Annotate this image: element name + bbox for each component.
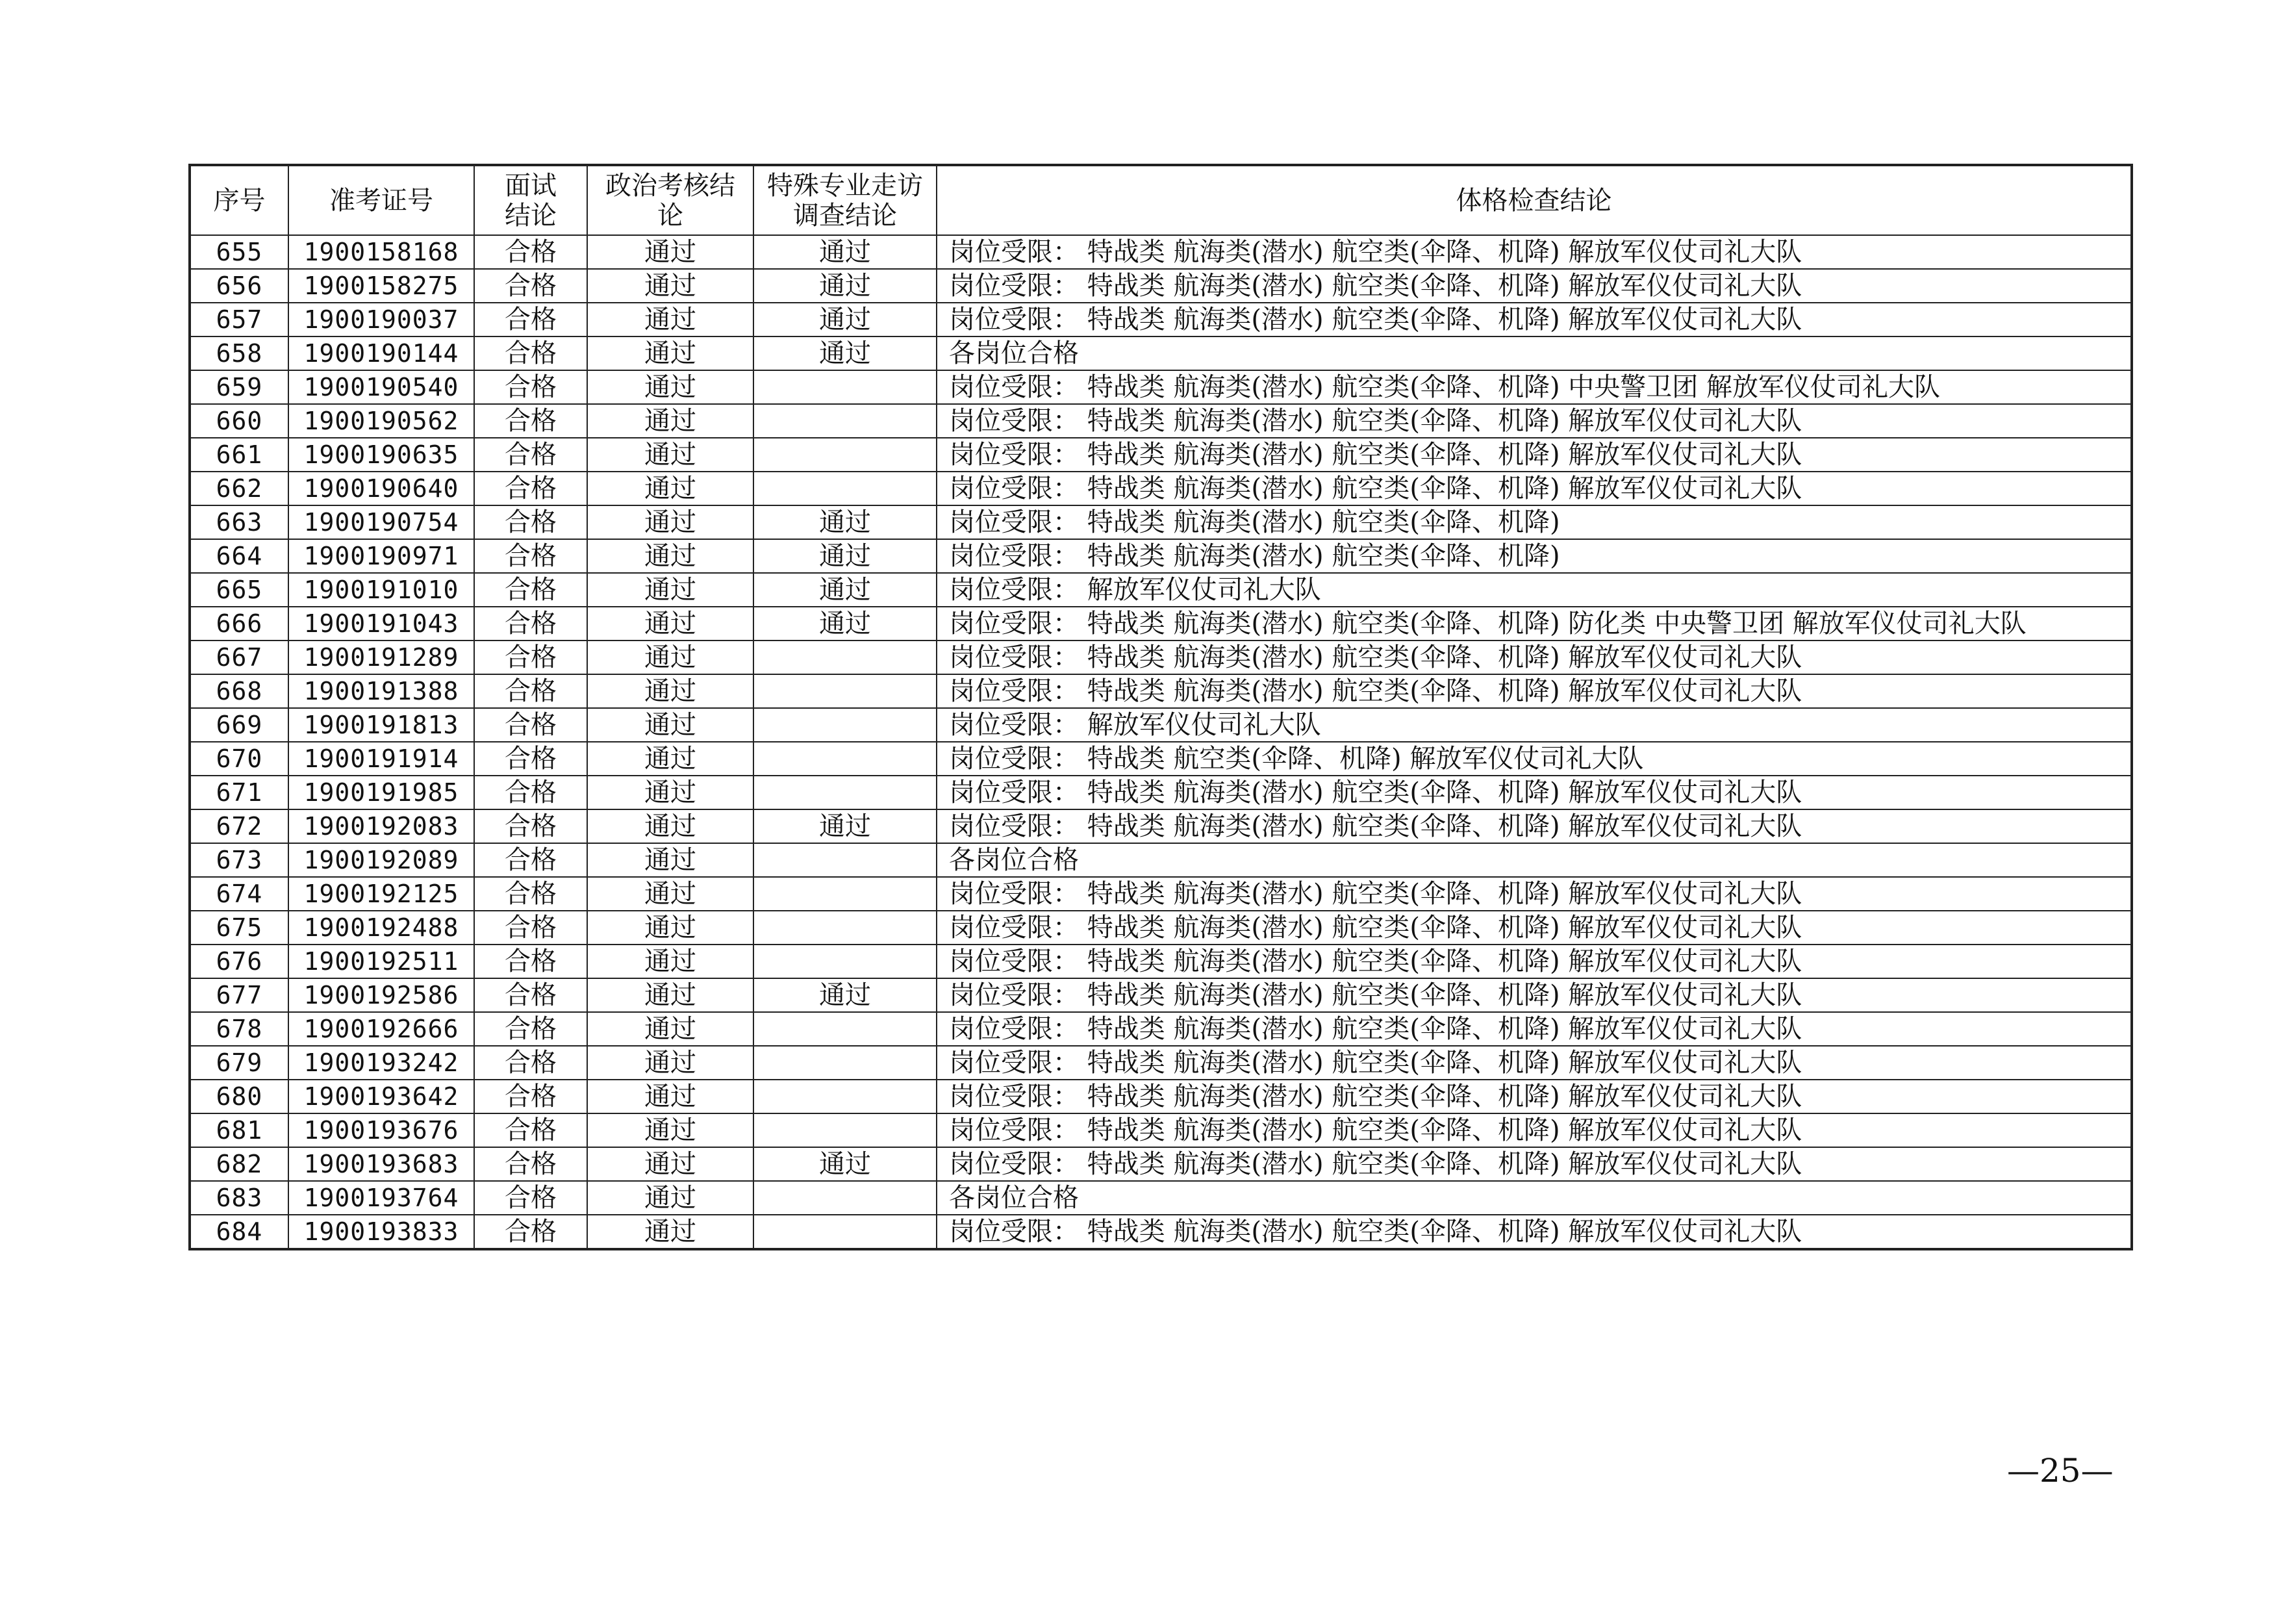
exam-id-cell: 1900192083 <box>288 809 474 843</box>
exam-id-cell: 1900191289 <box>288 641 474 674</box>
header-interview: 面试结论 <box>474 165 587 235</box>
political-cell: 通过 <box>587 336 753 370</box>
political-cell: 通过 <box>587 1215 753 1249</box>
seq-cell: 684 <box>190 1215 288 1249</box>
special-visit-cell <box>753 742 937 776</box>
special-visit-cell <box>753 1046 937 1080</box>
exam-id-cell: 1900193242 <box>288 1046 474 1080</box>
political-cell: 通过 <box>587 1113 753 1147</box>
interview-cell: 合格 <box>474 1046 587 1080</box>
page-number: —25— <box>2007 1452 2114 1490</box>
table-row <box>190 1215 2132 1249</box>
political-cell: 通过 <box>587 641 753 674</box>
political-cell: 通过 <box>587 674 753 708</box>
political-cell: 通过 <box>587 911 753 945</box>
special-visit-cell <box>753 370 937 404</box>
seq-cell: 674 <box>190 877 288 911</box>
special-visit-cell: 通过 <box>753 235 937 269</box>
exam-id-cell: 1900190971 <box>288 539 474 573</box>
special-visit-cell: 通过 <box>753 505 937 539</box>
interview-cell: 合格 <box>474 1012 587 1046</box>
special-visit-cell: 通过 <box>753 809 937 843</box>
seq-cell: 658 <box>190 336 288 370</box>
table-header-row <box>190 165 2132 235</box>
seq-cell: 660 <box>190 404 288 438</box>
seq-cell: 666 <box>190 607 288 641</box>
table-row <box>190 539 2132 573</box>
interview-cell: 合格 <box>474 708 587 742</box>
table-row <box>190 472 2132 505</box>
physical-cell: 岗位受限： 特战类 航海类(潜水) 航空类(伞降、机降) 解放军仪仗司礼大队 <box>937 945 2132 978</box>
table-row <box>190 877 2132 911</box>
interview-cell: 合格 <box>474 404 587 438</box>
interview-cell: 合格 <box>474 641 587 674</box>
physical-cell: 岗位受限： 特战类 航海类(潜水) 航空类(伞降、机降) 解放军仪仗司礼大队 <box>937 1080 2132 1113</box>
table-row <box>190 607 2132 641</box>
political-cell: 通过 <box>587 472 753 505</box>
table-row <box>190 776 2132 809</box>
physical-cell: 岗位受限： 特战类 航海类(潜水) 航空类(伞降、机降) 解放军仪仗司礼大队 <box>937 1012 2132 1046</box>
special-visit-cell <box>753 708 937 742</box>
seq-cell: 676 <box>190 945 288 978</box>
special-visit-cell: 通过 <box>753 336 937 370</box>
seq-cell: 657 <box>190 303 288 336</box>
physical-cell: 岗位受限： 特战类 航海类(潜水) 航空类(伞降、机降) 解放军仪仗司礼大队 <box>937 1147 2132 1181</box>
political-cell: 通过 <box>587 505 753 539</box>
seq-cell: 681 <box>190 1113 288 1147</box>
political-cell: 通过 <box>587 708 753 742</box>
exam-id-cell: 1900193764 <box>288 1181 474 1215</box>
political-cell: 通过 <box>587 877 753 911</box>
table-row <box>190 269 2132 303</box>
physical-cell: 岗位受限： 特战类 航海类(潜水) 航空类(伞降、机降) 解放军仪仗司礼大队 <box>937 641 2132 674</box>
seq-cell: 667 <box>190 641 288 674</box>
physical-cell: 岗位受限： 特战类 航海类(潜水) 航空类(伞降、机降) 解放军仪仗司礼大队 <box>937 303 2132 336</box>
exam-id-cell: 1900158168 <box>288 235 474 269</box>
interview-cell: 合格 <box>474 945 587 978</box>
interview-cell: 合格 <box>474 1113 587 1147</box>
table-row <box>190 370 2132 404</box>
interview-cell: 合格 <box>474 674 587 708</box>
seq-cell: 679 <box>190 1046 288 1080</box>
interview-cell: 合格 <box>474 505 587 539</box>
political-cell: 通过 <box>587 539 753 573</box>
interview-cell: 合格 <box>474 742 587 776</box>
physical-cell: 岗位受限： 特战类 航海类(潜水) 航空类(伞降、机降) 解放军仪仗司礼大队 <box>937 1215 2132 1249</box>
interview-cell: 合格 <box>474 438 587 472</box>
political-cell: 通过 <box>587 573 753 607</box>
physical-cell: 各岗位合格 <box>937 336 2132 370</box>
table-row <box>190 1046 2132 1080</box>
table-row <box>190 641 2132 674</box>
physical-cell: 岗位受限： 特战类 航海类(潜水) 航空类(伞降、机降) 解放军仪仗司礼大队 <box>937 438 2132 472</box>
seq-cell: 661 <box>190 438 288 472</box>
header-exam-id: 准考证号 <box>288 165 474 235</box>
political-cell: 通过 <box>587 235 753 269</box>
seq-cell: 668 <box>190 674 288 708</box>
physical-cell: 岗位受限： 解放军仪仗司礼大队 <box>937 573 2132 607</box>
interview-cell: 合格 <box>474 1147 587 1181</box>
interview-cell: 合格 <box>474 809 587 843</box>
header-seq: 序号 <box>190 165 288 235</box>
political-cell: 通过 <box>587 776 753 809</box>
exam-id-cell: 1900192586 <box>288 978 474 1012</box>
results-table <box>188 164 2133 1250</box>
seq-cell: 669 <box>190 708 288 742</box>
special-visit-cell: 通过 <box>753 269 937 303</box>
exam-id-cell: 1900193642 <box>288 1080 474 1113</box>
table-row <box>190 235 2132 269</box>
exam-id-cell: 1900193833 <box>288 1215 474 1249</box>
table-row <box>190 1181 2132 1215</box>
interview-cell: 合格 <box>474 573 587 607</box>
table-row <box>190 573 2132 607</box>
seq-cell: 682 <box>190 1147 288 1181</box>
special-visit-cell <box>753 438 937 472</box>
header-political: 政治考核结论 <box>587 165 753 235</box>
physical-cell: 岗位受限： 特战类 航海类(潜水) 航空类(伞降、机降) 解放军仪仗司礼大队 <box>937 809 2132 843</box>
seq-cell: 656 <box>190 269 288 303</box>
table-row <box>190 1147 2132 1181</box>
exam-id-cell: 1900192488 <box>288 911 474 945</box>
special-visit-cell: 通过 <box>753 978 937 1012</box>
seq-cell: 677 <box>190 978 288 1012</box>
exam-id-cell: 1900192511 <box>288 945 474 978</box>
political-cell: 通过 <box>587 370 753 404</box>
interview-cell: 合格 <box>474 1181 587 1215</box>
political-cell: 通过 <box>587 438 753 472</box>
exam-id-cell: 1900191010 <box>288 573 474 607</box>
table-row <box>190 945 2132 978</box>
physical-cell: 岗位受限： 特战类 航海类(潜水) 航空类(伞降、机降) 解放军仪仗司礼大队 <box>937 404 2132 438</box>
table-row <box>190 1012 2132 1046</box>
special-visit-cell <box>753 877 937 911</box>
political-cell: 通过 <box>587 1080 753 1113</box>
exam-id-cell: 1900192089 <box>288 843 474 877</box>
table-row <box>190 438 2132 472</box>
seq-cell: 672 <box>190 809 288 843</box>
seq-cell: 655 <box>190 235 288 269</box>
physical-cell: 岗位受限： 特战类 航海类(潜水) 航空类(伞降、机降) 解放军仪仗司礼大队 <box>937 674 2132 708</box>
special-visit-cell <box>753 674 937 708</box>
seq-cell: 678 <box>190 1012 288 1046</box>
physical-cell: 岗位受限： 特战类 航海类(潜水) 航空类(伞降、机降) 解放军仪仗司礼大队 <box>937 472 2132 505</box>
special-visit-cell: 通过 <box>753 303 937 336</box>
seq-cell: 683 <box>190 1181 288 1215</box>
exam-id-cell: 1900191813 <box>288 708 474 742</box>
special-visit-cell: 通过 <box>753 1147 937 1181</box>
seq-cell: 665 <box>190 573 288 607</box>
physical-cell: 岗位受限： 特战类 航海类(潜水) 航空类(伞降、机降) 解放军仪仗司礼大队 <box>937 1113 2132 1147</box>
special-visit-cell <box>753 843 937 877</box>
political-cell: 通过 <box>587 269 753 303</box>
exam-id-cell: 1900190635 <box>288 438 474 472</box>
exam-id-cell: 1900191914 <box>288 742 474 776</box>
political-cell: 通过 <box>587 978 753 1012</box>
political-cell: 通过 <box>587 945 753 978</box>
seq-cell: 671 <box>190 776 288 809</box>
interview-cell: 合格 <box>474 843 587 877</box>
special-visit-cell <box>753 911 937 945</box>
exam-id-cell: 1900190144 <box>288 336 474 370</box>
seq-cell: 675 <box>190 911 288 945</box>
physical-cell: 岗位受限： 特战类 航空类(伞降、机降) 解放军仪仗司礼大队 <box>937 742 2132 776</box>
interview-cell: 合格 <box>474 235 587 269</box>
political-cell: 通过 <box>587 404 753 438</box>
table-row <box>190 911 2132 945</box>
physical-cell: 岗位受限： 特战类 航海类(潜水) 航空类(伞降、机降) 解放军仪仗司礼大队 <box>937 978 2132 1012</box>
exam-id-cell: 1900193676 <box>288 1113 474 1147</box>
interview-cell: 合格 <box>474 607 587 641</box>
physical-cell: 岗位受限： 特战类 航海类(潜水) 航空类(伞降、机降) 解放军仪仗司礼大队 <box>937 1046 2132 1080</box>
special-visit-cell <box>753 404 937 438</box>
special-visit-cell <box>753 1012 937 1046</box>
interview-cell: 合格 <box>474 877 587 911</box>
exam-id-cell: 1900190754 <box>288 505 474 539</box>
exam-id-cell: 1900190037 <box>288 303 474 336</box>
exam-id-cell: 1900192125 <box>288 877 474 911</box>
exam-id-cell: 1900190562 <box>288 404 474 438</box>
physical-cell: 岗位受限： 特战类 航海类(潜水) 航空类(伞降、机降) 解放军仪仗司礼大队 <box>937 269 2132 303</box>
table-row <box>190 843 2132 877</box>
physical-cell: 岗位受限： 解放军仪仗司礼大队 <box>937 708 2132 742</box>
physical-cell: 各岗位合格 <box>937 1181 2132 1215</box>
table-row <box>190 674 2132 708</box>
special-visit-cell <box>753 1215 937 1249</box>
interview-cell: 合格 <box>474 370 587 404</box>
seq-cell: 662 <box>190 472 288 505</box>
seq-cell: 680 <box>190 1080 288 1113</box>
exam-id-cell: 1900190540 <box>288 370 474 404</box>
table-row <box>190 742 2132 776</box>
table-row <box>190 1113 2132 1147</box>
table-row <box>190 978 2132 1012</box>
political-cell: 通过 <box>587 1147 753 1181</box>
exam-id-cell: 1900191985 <box>288 776 474 809</box>
table-row <box>190 708 2132 742</box>
exam-id-cell: 1900158275 <box>288 269 474 303</box>
political-cell: 通过 <box>587 843 753 877</box>
physical-cell: 岗位受限： 特战类 航海类(潜水) 航空类(伞降、机降) 解放军仪仗司礼大队 <box>937 235 2132 269</box>
interview-cell: 合格 <box>474 336 587 370</box>
political-cell: 通过 <box>587 809 753 843</box>
special-visit-cell: 通过 <box>753 607 937 641</box>
exam-id-cell: 1900190640 <box>288 472 474 505</box>
table-row <box>190 404 2132 438</box>
political-cell: 通过 <box>587 1181 753 1215</box>
special-visit-cell <box>753 1080 937 1113</box>
seq-cell: 659 <box>190 370 288 404</box>
seq-cell: 664 <box>190 539 288 573</box>
special-visit-cell: 通过 <box>753 539 937 573</box>
special-visit-cell: 通过 <box>753 573 937 607</box>
physical-cell: 岗位受限： 特战类 航海类(潜水) 航空类(伞降、机降) 解放军仪仗司礼大队 <box>937 911 2132 945</box>
interview-cell: 合格 <box>474 1080 587 1113</box>
exam-id-cell: 1900192666 <box>288 1012 474 1046</box>
table-row <box>190 336 2132 370</box>
table-row <box>190 1080 2132 1113</box>
header-physical: 体格检查结论 <box>937 165 2132 235</box>
physical-cell: 各岗位合格 <box>937 843 2132 877</box>
physical-cell: 岗位受限： 特战类 航海类(潜水) 航空类(伞降、机降) <box>937 539 2132 573</box>
special-visit-cell <box>753 776 937 809</box>
physical-cell: 岗位受限： 特战类 航海类(潜水) 航空类(伞降、机降) 中央警卫团 解放军仪仗司礼大队 <box>937 370 2132 404</box>
interview-cell: 合格 <box>474 1215 587 1249</box>
special-visit-cell <box>753 472 937 505</box>
interview-cell: 合格 <box>474 911 587 945</box>
special-visit-cell <box>753 641 937 674</box>
political-cell: 通过 <box>587 607 753 641</box>
table-row <box>190 303 2132 336</box>
seq-cell: 673 <box>190 843 288 877</box>
seq-cell: 670 <box>190 742 288 776</box>
physical-cell: 岗位受限： 特战类 航海类(潜水) 航空类(伞降、机降) 解放军仪仗司礼大队 <box>937 877 2132 911</box>
special-visit-cell <box>753 1181 937 1215</box>
political-cell: 通过 <box>587 1046 753 1080</box>
interview-cell: 合格 <box>474 472 587 505</box>
interview-cell: 合格 <box>474 978 587 1012</box>
table-row <box>190 505 2132 539</box>
political-cell: 通过 <box>587 742 753 776</box>
seq-cell: 663 <box>190 505 288 539</box>
exam-id-cell: 1900191043 <box>288 607 474 641</box>
table-row <box>190 809 2132 843</box>
interview-cell: 合格 <box>474 269 587 303</box>
special-visit-cell <box>753 945 937 978</box>
interview-cell: 合格 <box>474 539 587 573</box>
interview-cell: 合格 <box>474 303 587 336</box>
political-cell: 通过 <box>587 303 753 336</box>
physical-cell: 岗位受限： 特战类 航海类(潜水) 航空类(伞降、机降) <box>937 505 2132 539</box>
exam-id-cell: 1900193683 <box>288 1147 474 1181</box>
special-visit-cell <box>753 1113 937 1147</box>
interview-cell: 合格 <box>474 776 587 809</box>
political-cell: 通过 <box>587 1012 753 1046</box>
physical-cell: 岗位受限： 特战类 航海类(潜水) 航空类(伞降、机降) 防化类 中央警卫团 解放军仪仗司礼大队 <box>937 607 2132 641</box>
header-special-visit: 特殊专业走访调查结论 <box>753 165 937 235</box>
exam-id-cell: 1900191388 <box>288 674 474 708</box>
physical-cell: 岗位受限： 特战类 航海类(潜水) 航空类(伞降、机降) 解放军仪仗司礼大队 <box>937 776 2132 809</box>
